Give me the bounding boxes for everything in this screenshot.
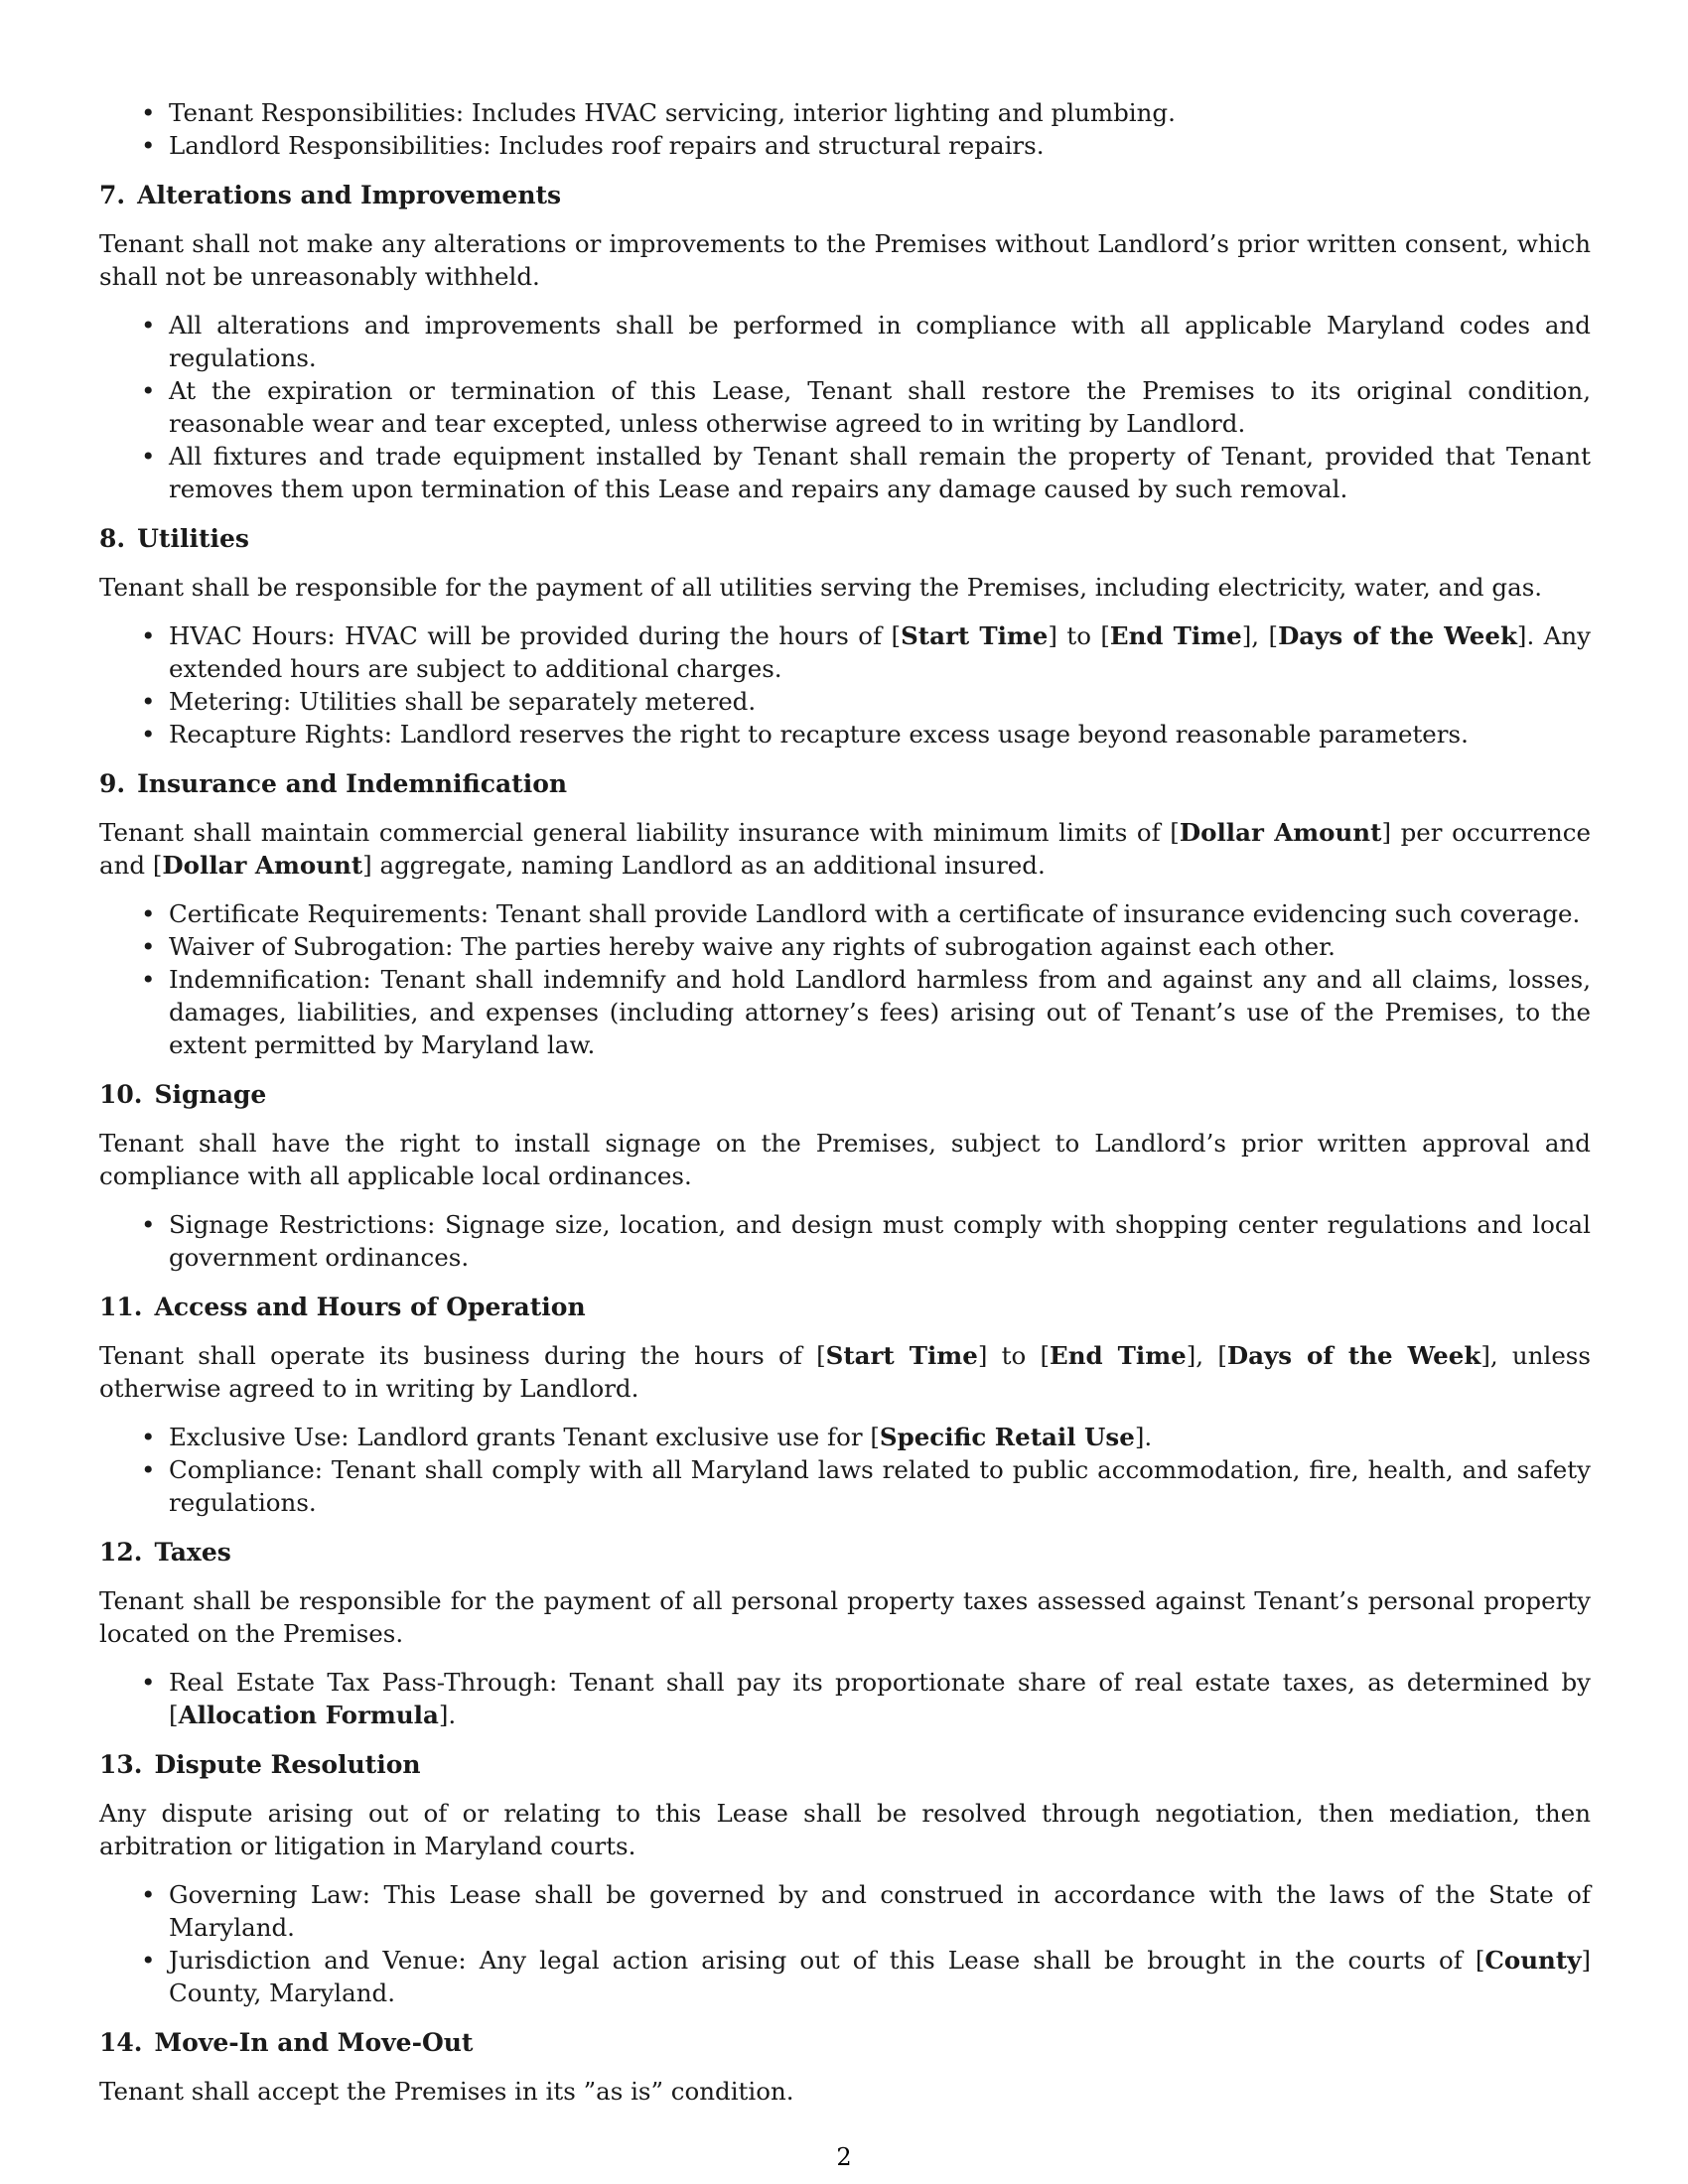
list-item: • Exclusive Use: Landlord grants Tenant exclusive use for [Specific Retail Use]. (99, 1421, 1591, 1453)
section-paragraph: Tenant shall maintain commercial general liability insurance with minimum limits of [Dollar Amount] per occurrence and [Dollar Amount] aggregate, naming Landlord as an additional insured. (99, 818, 1591, 880)
list-item: • Landlord Responsibilities: Includes roof repairs and structural repairs. (99, 129, 1591, 162)
list-item: • Waiver of Subrogation: The parties hereby waive any rights of subrogation against each other. (99, 930, 1591, 963)
list-item: • HVAC Hours: HVAC will be provided during the hours of [Start Time] to [End Time], [Days of the Week]. Any extended hours are subject to additional charges. (99, 619, 1591, 685)
placeholder-field: End Time (1050, 1341, 1187, 1370)
section-heading: 12. Taxes (99, 1538, 231, 1567)
maintenance-bullet-list (99, 96, 1591, 162)
section-paragraph: Tenant shall have the right to install signage on the Premises, subject to Landlord’s prior written approval and compliance with all applicable local ordinances. (99, 1129, 1591, 1190)
section-heading: 13. Dispute Resolution (99, 1750, 421, 1779)
section-dispute-resolution (99, 1748, 1591, 2009)
bullet-list (99, 309, 1591, 505)
list-item: • At the expiration or termination of this Lease, Tenant shall restore the Premises to its original condition, reasonable wear and tear excepted, unless otherwise agreed to in writing by Landlord. (99, 374, 1591, 440)
placeholder-field: Days of the Week (1278, 621, 1517, 650)
list-item: • Jurisdiction and Venue: Any legal action arising out of this Lease shall be brought in the courts of [County] County, Maryland. (99, 1944, 1591, 2009)
list-item: • Recapture Rights: Landlord reserves the right to recapture excess usage beyond reasonable parameters. (99, 718, 1591, 751)
section-heading: 10. Signage (99, 1080, 267, 1109)
section-heading: 11. Access and Hours of Operation (99, 1293, 586, 1321)
section-move-in-out (99, 2026, 1591, 2108)
placeholder-field: Days of the Week (1226, 1341, 1481, 1370)
list-item: • All fixtures and trade equipment installed by Tenant shall remain the property of Tenant, provided that Tenant removes them upon termination of this Lease and repairs any damage caused by such removal. (99, 440, 1591, 505)
list-item: • Governing Law: This Lease shall be governed by and construed in accordance with the laws of the State of Maryland. (99, 1878, 1591, 1944)
placeholder-field: Allocation Formula (178, 1701, 439, 1729)
section-insurance (99, 767, 1591, 1061)
section-heading: 9. Insurance and Indemnification (99, 769, 568, 798)
list-item: • Certificate Requirements: Tenant shall provide Landlord with a certificate of insurance evidencing such coverage. (99, 897, 1591, 930)
bullet-list (99, 1208, 1591, 1274)
section-alterations (99, 179, 1591, 505)
bullet-list (99, 897, 1591, 1061)
placeholder-field: Specific Retail Use (879, 1423, 1135, 1451)
list-item: • All alterations and improvements shall be performed in compliance with all applicable Maryland codes and regulations. (99, 309, 1591, 374)
list-item: • Signage Restrictions: Signage size, location, and design must comply with shopping center regulations and local government ordinances. (99, 1208, 1591, 1274)
section-paragraph: Tenant shall not make any alterations or improvements to the Premises without Landlord’s prior written consent, which shall not be unreasonably withheld. (99, 229, 1591, 291)
bullet-list (99, 1878, 1591, 2009)
list-item: • Metering: Utilities shall be separately metered. (99, 685, 1591, 718)
placeholder-field: Dollar Amount (1179, 818, 1382, 847)
placeholder-field: County (1484, 1946, 1582, 1975)
section-paragraph: Tenant shall be responsible for the payment of all utilities serving the Premises, including electricity, water, and gas. (99, 573, 1543, 602)
page-number: 2 (836, 2143, 852, 2171)
bullet-list (99, 619, 1591, 751)
placeholder-field: Start Time (901, 621, 1049, 650)
bullet-list (99, 1666, 1591, 1731)
list-item: • Tenant Responsibilities: Includes HVAC servicing, interior lighting and plumbing. (99, 96, 1591, 129)
list-item: • Indemnification: Tenant shall indemnify and hold Landlord harmless from and against any and all claims, losses, damages, liabilities, and expenses (including attorney’s fees) arising out of Tenant’s use of the Premises, to the extent permitted by Maryland law. (99, 963, 1591, 1061)
section-heading: 8. Utilities (99, 524, 249, 553)
section-utilities (99, 522, 1591, 751)
document-page (99, 96, 1591, 2123)
placeholder-field: Start Time (825, 1341, 978, 1370)
list-item: • Real Estate Tax Pass-Through: Tenant shall pay its proportionate share of real estate taxes, as determined by [Allocation Formula]. (99, 1666, 1591, 1731)
section-paragraph: Tenant shall be responsible for the payment of all personal property taxes assessed against Tenant’s personal property located on the Premises. (99, 1586, 1591, 1648)
section-heading: 7. Alterations and Improvements (99, 181, 562, 209)
section-access-hours (99, 1291, 1591, 1519)
placeholder-field: End Time (1109, 621, 1242, 650)
bullet-list (99, 1421, 1591, 1519)
section-paragraph: Tenant shall accept the Premises in its ”as is” condition. (99, 2077, 794, 2106)
section-paragraph: Any dispute arising out of or relating to this Lease shall be resolved through negotiation, then mediation, then arbitration or litigation in Maryland courts. (99, 1799, 1591, 1860)
section-heading: 14. Move-In and Move-Out (99, 2028, 474, 2057)
section-taxes (99, 1536, 1591, 1731)
list-item: • Compliance: Tenant shall comply with all Maryland laws related to public accommodation, fire, health, and safety regulations. (99, 1453, 1591, 1519)
section-paragraph: Tenant shall operate its business during the hours of [Start Time] to [End Time], [Days of the Week], unless otherwise agreed to in writing by Landlord. (99, 1341, 1591, 1403)
placeholder-field: Dollar Amount (162, 851, 363, 880)
section-signage (99, 1078, 1591, 1274)
